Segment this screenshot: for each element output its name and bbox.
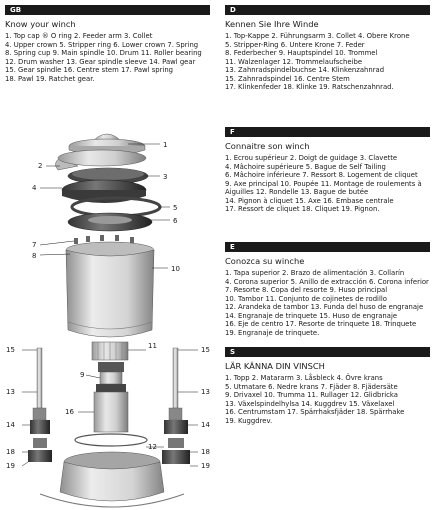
drum: [66, 242, 154, 337]
main-spindle: [96, 362, 126, 392]
right-gear-assembly: [162, 348, 190, 464]
parts-list-es: 1. Tapa superior 2. Brazo de alimentación 3. Collarín 4. Corona superior 5. Anillo de extracción 6. Corona inferior 7. Resorte 8. Copa del resorte 9. Huso principal 10. Tambor 11. Conjunto de cojinetes de rodillo 12. Arandeka de tambor 13. Funda del huso de engranaje 14. Engranaje de trinquete 15. Huso de engranaje 16. Eje de centro 17. Resorte de trinquete 18. Trinquete 19. Engranaje de trinquete.: [225, 269, 429, 337]
section-code-se: S: [225, 347, 430, 357]
callout-7: 7: [32, 241, 37, 249]
callout-11: 11: [148, 342, 157, 350]
section-code-fr: F: [225, 127, 430, 137]
left-gear-assembly: [28, 348, 52, 462]
section-title-de: Kennen Sie Ihre Winde: [225, 19, 319, 29]
callout-1: 1: [163, 141, 168, 149]
parts-list-gb: 1. Top cap ® O ring 2. Feeder arm 3. Collet 4. Upper crown 5. Stripper ring 6. Lower crown 7. Spring 8. Spring cup 9. Main spindle 10. Drum 11. Roller bearing 12. Drum washer 13. Gear spindle sleeve 14. Pawl gear 15. Gear spindle 16. Centre stem 17. Pawl spring 18. Pawl 19. Ratchet gear.: [5, 32, 202, 83]
callout-18-right: 18: [201, 448, 210, 456]
winch-exploded-diagram: [0, 100, 224, 510]
feeder-arm: [55, 150, 146, 170]
callout-19-left: 19: [6, 462, 15, 470]
callout-2: 2: [38, 162, 43, 170]
callout-14-right: 14: [201, 421, 210, 429]
section-title-fr: Connaitre son winch: [225, 141, 310, 151]
section-es: [225, 242, 430, 337]
lower-crown: [68, 213, 152, 231]
section-se: [225, 347, 430, 425]
callout-19-right: 19: [201, 462, 210, 470]
callout-14-left: 14: [6, 421, 15, 429]
parts-list-fr: 1. Ecrou supérieur 2. Doigt de guidage 3. Clavette 4. Mâchoire supérieure 5. Bague de Self Tailing 6. Mâchoire inférieure 7. Ressort 8. Logement de cliquet 9. Axe principal 10. Poupée 11. Montage de roulements à Aiguilles 12. Rondelle 13. Bague de butée 14. Pignon à cliquet 15. Axe 16. Embase centrale 17. Ressort de cliquet 18. Cliquet 19. Pignon.: [225, 154, 422, 214]
section-de: [225, 5, 430, 92]
callout-13-right: 13: [201, 388, 210, 396]
callout-13-left: 13: [6, 388, 15, 396]
section-fr: [225, 127, 430, 214]
callout-18-left: 18: [6, 448, 15, 456]
callout-4: 4: [32, 184, 37, 192]
callout-5: 5: [173, 204, 178, 212]
section-title-se: LÄR KÄNNA DIN VINSCH: [225, 361, 325, 371]
parts-list-se: 1. Topp 2. Matararm 3. Låsbleck 4. Övre krans 5. Utmatare 6. Nedre krans 7. Fjäder 8. Fjädersäte 9. Drivaxel 10. Trumma 11. Rullager 12. Glidbricka 13. Växelspindelhylsa 14. Kuggdrev 15. Växelaxel 16. Centrumstam 17. Spärrhaksfjäder 18. Spärrhake 19. Kuggdrev.: [225, 374, 405, 425]
section-title-gb: Know your winch: [5, 19, 76, 29]
section-code-de: D: [225, 5, 430, 15]
centre-stem: [94, 392, 128, 432]
drum-washer: [75, 434, 147, 446]
section-gb: [5, 5, 210, 83]
roller-bearing: [92, 342, 128, 360]
callout-3: 3: [163, 173, 168, 181]
parts-list-de: 1. Top-Kappe 2. Führungsarm 3. Collet 4. Obere Krone 5. Stripper-Ring 6. Untere Krone 7. Feder 8. Federbecher 9. Hauptspindel 10. Trommel 11. Walzenlager 12. Trommelaufscheibe 13. Zahnradspindelbuchse 14. Klinkenzahnrad 15. Zahnradspindel 16. Centre Stem 17. Klinkenfeder 18. Klinke 19. Ratschenzahnrad.: [225, 32, 410, 92]
callout-12: 12: [148, 443, 157, 451]
callout-8: 8: [32, 252, 37, 260]
callout-15-right: 15: [201, 346, 210, 354]
callout-6: 6: [173, 217, 178, 225]
callout-10: 10: [171, 265, 180, 273]
section-code-es: E: [225, 242, 430, 252]
callout-16: 16: [65, 408, 74, 416]
callout-9: 9: [80, 371, 85, 379]
section-title-es: Conozca su winche: [225, 256, 305, 266]
callout-15-left: 15: [6, 346, 15, 354]
section-code-gb: GB: [5, 5, 210, 15]
